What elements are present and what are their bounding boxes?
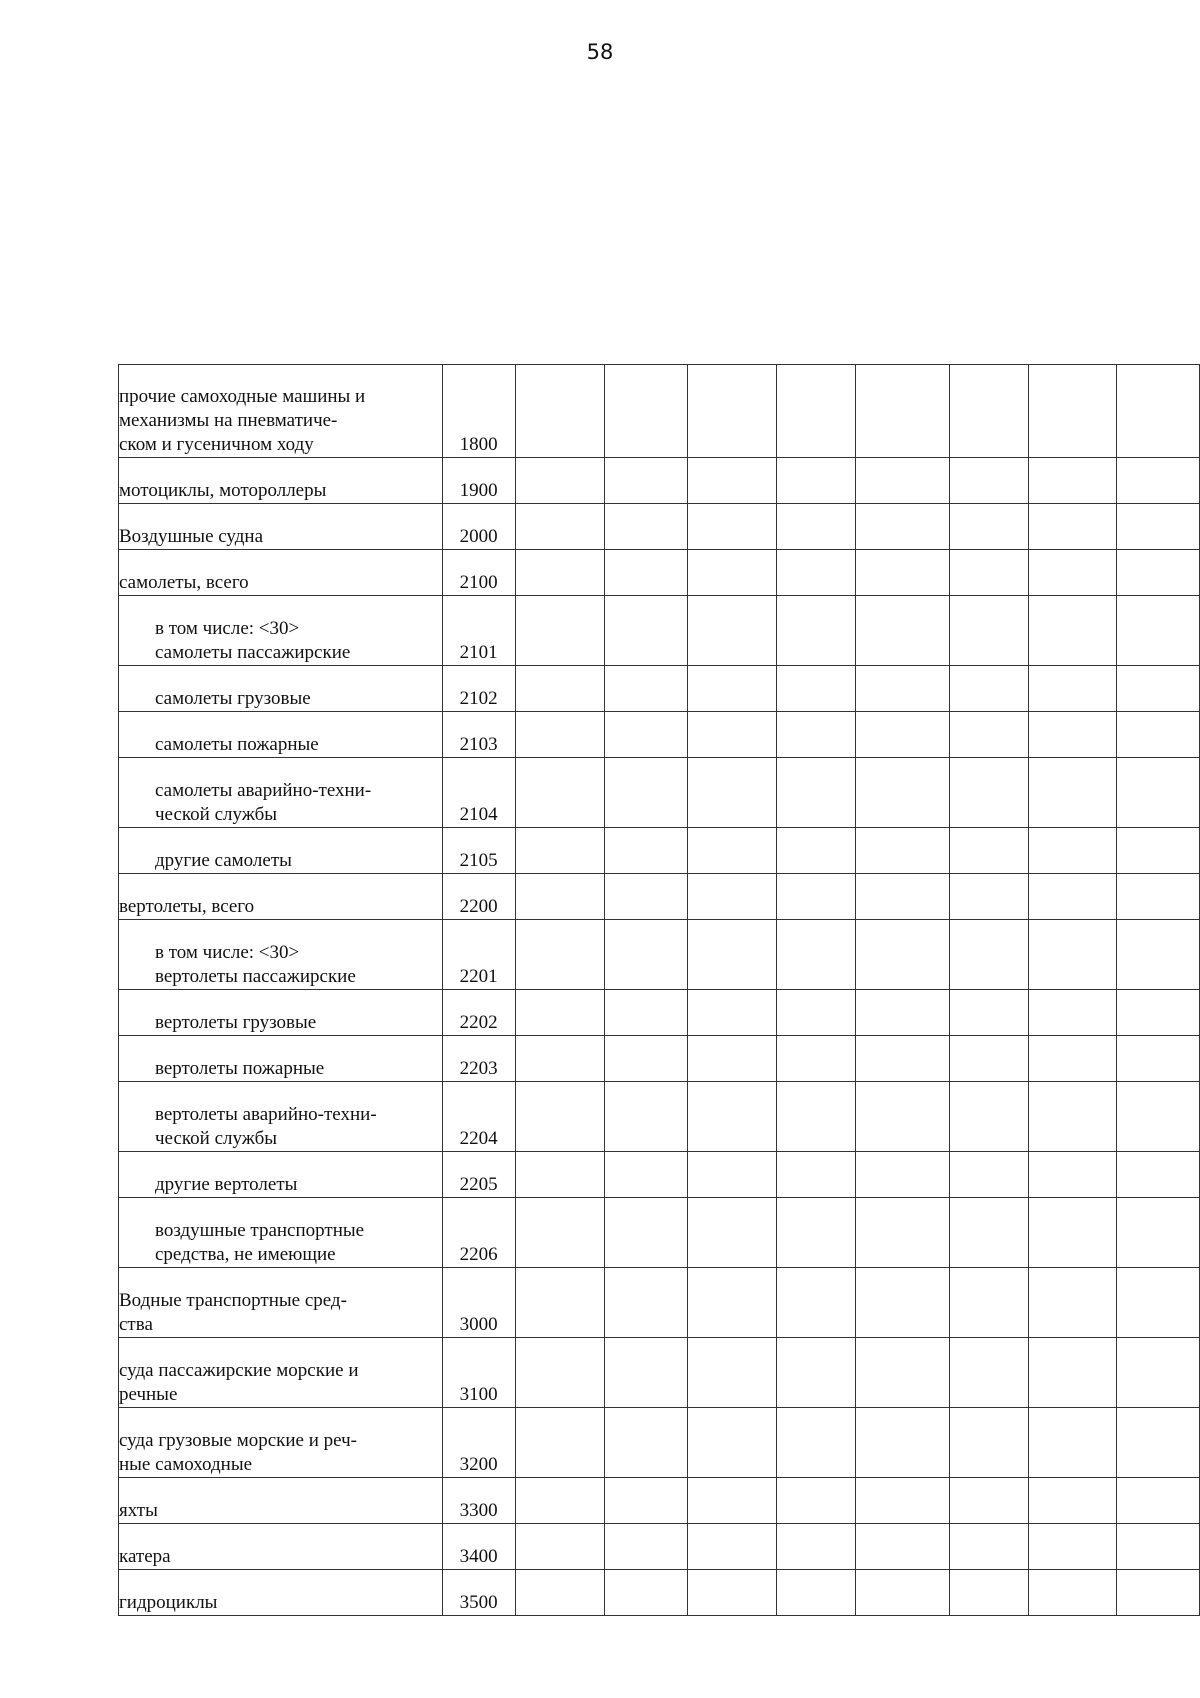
empty-value-cell bbox=[1117, 874, 1200, 920]
row-code-cell: 2100 bbox=[442, 550, 515, 596]
empty-value-cell bbox=[605, 596, 688, 666]
row-name-line: вертолеты пассажирские bbox=[155, 966, 356, 987]
row-code-cell: 2202 bbox=[442, 990, 515, 1036]
row-code-cell: 2101 bbox=[442, 596, 515, 666]
empty-value-cell bbox=[1028, 1570, 1116, 1616]
empty-value-cell bbox=[1117, 1198, 1200, 1268]
empty-value-cell bbox=[687, 1268, 776, 1338]
table-row bbox=[119, 365, 1200, 458]
table-row bbox=[119, 1198, 1200, 1268]
empty-value-cell bbox=[687, 920, 776, 990]
empty-value-cell bbox=[777, 712, 856, 758]
empty-value-cell bbox=[1028, 1036, 1116, 1082]
empty-value-cell bbox=[1117, 666, 1200, 712]
empty-value-cell bbox=[687, 1036, 776, 1082]
empty-value-cell bbox=[515, 1082, 604, 1152]
empty-value-cell bbox=[950, 990, 1029, 1036]
empty-value-cell bbox=[605, 990, 688, 1036]
table-row bbox=[119, 990, 1200, 1036]
row-code-cell: 2102 bbox=[442, 666, 515, 712]
empty-value-cell bbox=[777, 828, 856, 874]
row-code-cell: 1800 bbox=[442, 365, 515, 458]
row-name-line: ческой службы bbox=[155, 804, 278, 825]
empty-value-cell bbox=[515, 990, 604, 1036]
row-name-cell bbox=[119, 828, 443, 874]
empty-value-cell bbox=[687, 666, 776, 712]
empty-value-cell bbox=[1117, 1152, 1200, 1198]
empty-value-cell bbox=[1028, 990, 1116, 1036]
table-row bbox=[119, 1268, 1200, 1338]
row-name-line: яхты bbox=[119, 1500, 158, 1521]
table-row bbox=[119, 1524, 1200, 1570]
empty-value-cell bbox=[950, 504, 1029, 550]
empty-value-cell bbox=[950, 1338, 1029, 1408]
empty-value-cell bbox=[687, 365, 776, 458]
row-name-line: самолеты пассажирские bbox=[155, 642, 351, 663]
row-name-cell bbox=[119, 1082, 443, 1152]
empty-value-cell bbox=[687, 596, 776, 666]
empty-value-cell bbox=[687, 1408, 776, 1478]
row-name-cell bbox=[119, 550, 443, 596]
empty-value-cell bbox=[777, 1524, 856, 1570]
empty-value-cell bbox=[1028, 365, 1116, 458]
empty-value-cell bbox=[950, 666, 1029, 712]
row-name-cell bbox=[119, 920, 443, 990]
empty-value-cell bbox=[855, 365, 949, 458]
empty-value-cell bbox=[1117, 458, 1200, 504]
empty-value-cell bbox=[515, 1478, 604, 1524]
empty-value-cell bbox=[687, 458, 776, 504]
row-name-line: суда грузовые морские и реч- bbox=[119, 1430, 357, 1451]
empty-value-cell bbox=[855, 596, 949, 666]
row-name-line: гидроциклы bbox=[119, 1592, 218, 1613]
empty-value-cell bbox=[605, 1524, 688, 1570]
empty-value-cell bbox=[855, 1338, 949, 1408]
empty-value-cell bbox=[777, 1478, 856, 1524]
empty-value-cell bbox=[855, 1198, 949, 1268]
row-name-line: мотоциклы, мотороллеры bbox=[119, 480, 327, 501]
empty-value-cell bbox=[687, 828, 776, 874]
row-name-line: самолеты пожарные bbox=[155, 734, 319, 755]
empty-value-cell bbox=[855, 1152, 949, 1198]
row-name-cell bbox=[119, 1152, 443, 1198]
empty-value-cell bbox=[605, 666, 688, 712]
empty-value-cell bbox=[515, 550, 604, 596]
empty-value-cell bbox=[950, 1478, 1029, 1524]
table-row bbox=[119, 504, 1200, 550]
empty-value-cell bbox=[1117, 550, 1200, 596]
row-code-cell: 2201 bbox=[442, 920, 515, 990]
table-row bbox=[119, 1408, 1200, 1478]
empty-value-cell bbox=[1117, 504, 1200, 550]
row-name-cell bbox=[119, 596, 443, 666]
row-name-line: другие вертолеты bbox=[155, 1174, 298, 1195]
empty-value-cell bbox=[1117, 1338, 1200, 1408]
empty-value-cell bbox=[777, 758, 856, 828]
table-row bbox=[119, 596, 1200, 666]
empty-value-cell bbox=[1028, 874, 1116, 920]
empty-value-cell bbox=[855, 1082, 949, 1152]
row-name-line: Воздушные судна bbox=[119, 526, 264, 547]
empty-value-cell bbox=[1028, 828, 1116, 874]
row-code-cell: 2205 bbox=[442, 1152, 515, 1198]
empty-value-cell bbox=[605, 504, 688, 550]
row-code-cell: 3100 bbox=[442, 1338, 515, 1408]
empty-value-cell bbox=[777, 920, 856, 990]
empty-value-cell bbox=[950, 1082, 1029, 1152]
row-name-line: другие самолеты bbox=[155, 850, 292, 871]
empty-value-cell bbox=[605, 1036, 688, 1082]
empty-value-cell bbox=[777, 365, 856, 458]
empty-value-cell bbox=[855, 666, 949, 712]
empty-value-cell bbox=[1117, 596, 1200, 666]
row-name-line: в том числе: <30> bbox=[155, 618, 300, 639]
table-row bbox=[119, 828, 1200, 874]
empty-value-cell bbox=[777, 666, 856, 712]
empty-value-cell bbox=[777, 504, 856, 550]
row-name-line: самолеты, всего bbox=[119, 572, 249, 593]
row-code-cell: 2206 bbox=[442, 1198, 515, 1268]
empty-value-cell bbox=[950, 365, 1029, 458]
empty-value-cell bbox=[515, 1408, 604, 1478]
row-code-cell: 2204 bbox=[442, 1082, 515, 1152]
empty-value-cell bbox=[687, 758, 776, 828]
empty-value-cell bbox=[605, 1198, 688, 1268]
table-row bbox=[119, 920, 1200, 990]
row-name-line: Водные транспортные сред- bbox=[119, 1290, 347, 1311]
empty-value-cell bbox=[1117, 758, 1200, 828]
empty-value-cell bbox=[687, 550, 776, 596]
empty-value-cell bbox=[1117, 1268, 1200, 1338]
empty-value-cell bbox=[950, 458, 1029, 504]
empty-value-cell bbox=[687, 1570, 776, 1616]
row-code-cell: 2103 bbox=[442, 712, 515, 758]
report-table bbox=[118, 364, 1200, 1616]
empty-value-cell bbox=[515, 828, 604, 874]
row-name-line: самолеты аварийно-техни- bbox=[155, 780, 372, 801]
empty-value-cell bbox=[1028, 920, 1116, 990]
row-name-cell bbox=[119, 1268, 443, 1338]
empty-value-cell bbox=[777, 1152, 856, 1198]
empty-value-cell bbox=[515, 504, 604, 550]
empty-value-cell bbox=[605, 712, 688, 758]
empty-value-cell bbox=[855, 1524, 949, 1570]
empty-value-cell bbox=[1028, 1268, 1116, 1338]
empty-value-cell bbox=[687, 1198, 776, 1268]
row-code-cell: 3300 bbox=[442, 1478, 515, 1524]
empty-value-cell bbox=[855, 1570, 949, 1616]
empty-value-cell bbox=[950, 1268, 1029, 1338]
empty-value-cell bbox=[687, 712, 776, 758]
empty-value-cell bbox=[1117, 712, 1200, 758]
empty-value-cell bbox=[1117, 365, 1200, 458]
row-name-line: в том числе: <30> bbox=[155, 942, 300, 963]
table-row bbox=[119, 1082, 1200, 1152]
table-row bbox=[119, 712, 1200, 758]
empty-value-cell bbox=[855, 828, 949, 874]
empty-value-cell bbox=[1028, 1152, 1116, 1198]
empty-value-cell bbox=[1028, 1198, 1116, 1268]
row-name-line: вертолеты пожарные bbox=[155, 1058, 325, 1079]
row-name-cell bbox=[119, 504, 443, 550]
row-name-line: механизмы на пневматиче- bbox=[119, 410, 338, 431]
empty-value-cell bbox=[605, 1268, 688, 1338]
empty-value-cell bbox=[777, 1268, 856, 1338]
empty-value-cell bbox=[777, 1570, 856, 1616]
empty-value-cell bbox=[687, 1082, 776, 1152]
empty-value-cell bbox=[605, 1570, 688, 1616]
row-name-cell bbox=[119, 1570, 443, 1616]
empty-value-cell bbox=[687, 990, 776, 1036]
empty-value-cell bbox=[1028, 1478, 1116, 1524]
empty-value-cell bbox=[687, 1524, 776, 1570]
row-name-cell bbox=[119, 1338, 443, 1408]
empty-value-cell bbox=[1117, 1082, 1200, 1152]
empty-value-cell bbox=[515, 596, 604, 666]
empty-value-cell bbox=[777, 1198, 856, 1268]
empty-value-cell bbox=[1117, 920, 1200, 990]
table-row bbox=[119, 550, 1200, 596]
empty-value-cell bbox=[605, 458, 688, 504]
empty-value-cell bbox=[777, 874, 856, 920]
row-name-line: вертолеты аварийно-техни- bbox=[155, 1104, 377, 1125]
empty-value-cell bbox=[950, 1036, 1029, 1082]
row-name-cell bbox=[119, 458, 443, 504]
empty-value-cell bbox=[687, 1338, 776, 1408]
empty-value-cell bbox=[855, 1268, 949, 1338]
empty-value-cell bbox=[1117, 1408, 1200, 1478]
empty-value-cell bbox=[605, 758, 688, 828]
empty-value-cell bbox=[777, 458, 856, 504]
table-row bbox=[119, 1152, 1200, 1198]
empty-value-cell bbox=[1028, 458, 1116, 504]
empty-value-cell bbox=[515, 712, 604, 758]
empty-value-cell bbox=[605, 1152, 688, 1198]
row-code-cell: 2000 bbox=[442, 504, 515, 550]
empty-value-cell bbox=[777, 1036, 856, 1082]
empty-value-cell bbox=[855, 1408, 949, 1478]
empty-value-cell bbox=[687, 504, 776, 550]
empty-value-cell bbox=[950, 920, 1029, 990]
empty-value-cell bbox=[855, 758, 949, 828]
row-name-line: ные самоходные bbox=[119, 1454, 253, 1475]
page-number: 58 bbox=[586, 40, 614, 64]
row-name-cell bbox=[119, 1524, 443, 1570]
empty-value-cell bbox=[687, 874, 776, 920]
empty-value-cell bbox=[605, 920, 688, 990]
empty-value-cell bbox=[1117, 828, 1200, 874]
row-name-line: самолеты грузовые bbox=[155, 688, 311, 709]
empty-value-cell bbox=[605, 1338, 688, 1408]
table-row bbox=[119, 666, 1200, 712]
empty-value-cell bbox=[605, 365, 688, 458]
row-name-line: вертолеты, всего bbox=[119, 896, 255, 917]
empty-value-cell bbox=[855, 712, 949, 758]
report-table-body bbox=[119, 365, 1200, 1616]
row-name-line: ческой службы bbox=[155, 1128, 278, 1149]
empty-value-cell bbox=[950, 1408, 1029, 1478]
empty-value-cell bbox=[950, 550, 1029, 596]
row-name-cell bbox=[119, 712, 443, 758]
empty-value-cell bbox=[950, 1198, 1029, 1268]
table-row bbox=[119, 1338, 1200, 1408]
table-row bbox=[119, 758, 1200, 828]
row-name-cell bbox=[119, 1478, 443, 1524]
empty-value-cell bbox=[950, 1152, 1029, 1198]
empty-value-cell bbox=[687, 1478, 776, 1524]
row-name-line: воздушные транспортные bbox=[155, 1220, 365, 1241]
row-name-cell bbox=[119, 1408, 443, 1478]
row-code-cell: 3200 bbox=[442, 1408, 515, 1478]
empty-value-cell bbox=[855, 550, 949, 596]
empty-value-cell bbox=[515, 1338, 604, 1408]
row-name-line: ском и гусеничном ходу bbox=[119, 434, 314, 455]
empty-value-cell bbox=[855, 990, 949, 1036]
empty-value-cell bbox=[777, 1408, 856, 1478]
empty-value-cell bbox=[777, 1082, 856, 1152]
row-code-cell: 3400 bbox=[442, 1524, 515, 1570]
row-name-cell bbox=[119, 874, 443, 920]
empty-value-cell bbox=[515, 365, 604, 458]
empty-value-cell bbox=[777, 550, 856, 596]
empty-value-cell bbox=[855, 874, 949, 920]
empty-value-cell bbox=[515, 1524, 604, 1570]
empty-value-cell bbox=[855, 1036, 949, 1082]
empty-value-cell bbox=[1028, 666, 1116, 712]
table-row bbox=[119, 1036, 1200, 1082]
empty-value-cell bbox=[855, 920, 949, 990]
empty-value-cell bbox=[1028, 1524, 1116, 1570]
row-code-cell: 2203 bbox=[442, 1036, 515, 1082]
empty-value-cell bbox=[1117, 990, 1200, 1036]
empty-value-cell bbox=[605, 1082, 688, 1152]
row-name-line: средства, не имеющие bbox=[155, 1244, 336, 1265]
empty-value-cell bbox=[1117, 1478, 1200, 1524]
empty-value-cell bbox=[515, 1570, 604, 1616]
empty-value-cell bbox=[1028, 1082, 1116, 1152]
row-name-cell bbox=[119, 1036, 443, 1082]
empty-value-cell bbox=[605, 550, 688, 596]
empty-value-cell bbox=[950, 596, 1029, 666]
empty-value-cell bbox=[1117, 1570, 1200, 1616]
empty-value-cell bbox=[515, 458, 604, 504]
empty-value-cell bbox=[950, 712, 1029, 758]
table-row bbox=[119, 1478, 1200, 1524]
empty-value-cell bbox=[515, 1268, 604, 1338]
empty-value-cell bbox=[515, 920, 604, 990]
empty-value-cell bbox=[1028, 1338, 1116, 1408]
row-name-cell bbox=[119, 666, 443, 712]
empty-value-cell bbox=[605, 1408, 688, 1478]
empty-value-cell bbox=[687, 1152, 776, 1198]
empty-value-cell bbox=[777, 990, 856, 1036]
empty-value-cell bbox=[515, 1036, 604, 1082]
empty-value-cell bbox=[605, 874, 688, 920]
empty-value-cell bbox=[777, 1338, 856, 1408]
empty-value-cell bbox=[855, 458, 949, 504]
row-name-line: прочие самоходные машины и bbox=[119, 386, 366, 407]
row-name-line: ства bbox=[119, 1314, 153, 1335]
empty-value-cell bbox=[950, 874, 1029, 920]
empty-value-cell bbox=[1028, 596, 1116, 666]
empty-value-cell bbox=[950, 828, 1029, 874]
row-code-cell: 2104 bbox=[442, 758, 515, 828]
row-name-cell bbox=[119, 1198, 443, 1268]
empty-value-cell bbox=[1028, 712, 1116, 758]
row-name-line: суда пассажирские морские и bbox=[119, 1360, 359, 1381]
empty-value-cell bbox=[1028, 550, 1116, 596]
row-code-cell: 2200 bbox=[442, 874, 515, 920]
row-name-line: речные bbox=[119, 1384, 178, 1405]
empty-value-cell bbox=[950, 1570, 1029, 1616]
empty-value-cell bbox=[605, 1478, 688, 1524]
empty-value-cell bbox=[605, 828, 688, 874]
row-name-cell bbox=[119, 990, 443, 1036]
row-code-cell: 1900 bbox=[442, 458, 515, 504]
empty-value-cell bbox=[950, 758, 1029, 828]
empty-value-cell bbox=[1117, 1524, 1200, 1570]
empty-value-cell bbox=[1028, 1408, 1116, 1478]
row-name-cell bbox=[119, 758, 443, 828]
empty-value-cell bbox=[855, 504, 949, 550]
row-code-cell: 3500 bbox=[442, 1570, 515, 1616]
table-row bbox=[119, 458, 1200, 504]
empty-value-cell bbox=[515, 758, 604, 828]
row-name-line: вертолеты грузовые bbox=[155, 1012, 317, 1033]
empty-value-cell bbox=[950, 1524, 1029, 1570]
table-row bbox=[119, 1570, 1200, 1616]
row-code-cell: 3000 bbox=[442, 1268, 515, 1338]
empty-value-cell bbox=[1028, 504, 1116, 550]
empty-value-cell bbox=[515, 1152, 604, 1198]
empty-value-cell bbox=[515, 874, 604, 920]
empty-value-cell bbox=[1028, 758, 1116, 828]
empty-value-cell bbox=[777, 596, 856, 666]
row-name-line: катера bbox=[119, 1546, 171, 1567]
empty-value-cell bbox=[1117, 1036, 1200, 1082]
row-code-cell: 2105 bbox=[442, 828, 515, 874]
empty-value-cell bbox=[515, 666, 604, 712]
table-row bbox=[119, 874, 1200, 920]
empty-value-cell bbox=[855, 1478, 949, 1524]
empty-value-cell bbox=[515, 1198, 604, 1268]
row-name-cell bbox=[119, 365, 443, 458]
